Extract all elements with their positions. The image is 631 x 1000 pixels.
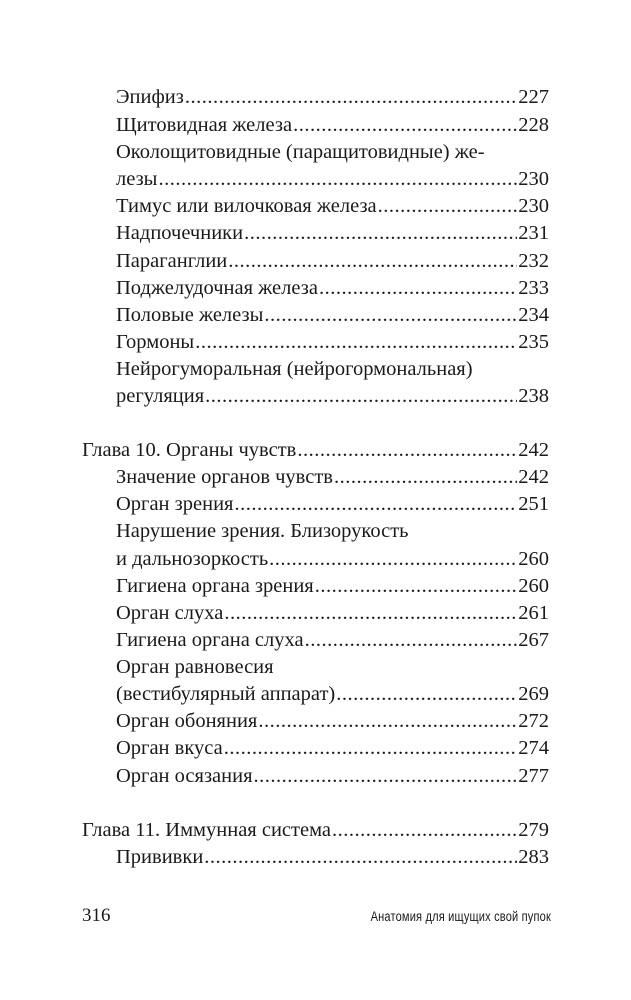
toc-entry-title: Орган вкуса <box>116 737 223 759</box>
toc-entry <box>116 467 549 488</box>
toc-leader-dots <box>204 847 517 868</box>
toc-entry-page: 234 <box>518 304 549 326</box>
toc-entry-page: 274 <box>518 737 549 759</box>
toc-entry-page: 260 <box>518 548 549 570</box>
toc-entry <box>116 386 549 407</box>
toc-entry-title: Гормоны <box>116 331 195 353</box>
page-number: 316 <box>82 905 111 926</box>
toc-entry <box>116 251 549 272</box>
toc-chapter-entry <box>82 820 549 841</box>
toc-leader-dots <box>297 440 517 461</box>
toc-entry-page: 227 <box>518 86 549 108</box>
toc-entry-page: 277 <box>518 765 549 787</box>
toc-entry-page: 230 <box>518 195 549 217</box>
toc-leader-dots <box>305 630 518 651</box>
toc-entry <box>116 359 473 380</box>
toc-entry <box>116 684 549 705</box>
toc-entry-title: Орган равновесия <box>116 656 274 678</box>
toc-entry-page: 269 <box>518 683 549 705</box>
toc-entry <box>116 657 274 678</box>
toc-leader-dots <box>158 169 517 190</box>
toc-leader-dots <box>258 711 517 732</box>
toc-entry <box>116 711 549 732</box>
toc-entry-page: 261 <box>518 602 549 624</box>
toc-entry-page: 251 <box>518 493 549 515</box>
toc-leader-dots <box>269 549 517 570</box>
toc-entry-page: 260 <box>518 575 549 597</box>
toc-leader-dots <box>315 576 518 597</box>
toc-leader-dots <box>336 684 517 705</box>
toc-entry <box>116 847 549 868</box>
toc-leader-dots <box>264 305 517 326</box>
toc-entry <box>116 142 485 163</box>
toc-entry-page: 235 <box>518 331 549 353</box>
toc-entry-title: Щитовидная железа <box>116 114 293 136</box>
toc-entry-title: Орган слуха <box>116 602 224 624</box>
toc-entry-page: 272 <box>518 710 549 732</box>
toc-entry-page: 232 <box>518 250 549 272</box>
toc-entry <box>116 766 549 787</box>
running-footer-book-title: Анатомия для ищущих свой пупок <box>370 909 551 924</box>
toc-entry <box>116 223 549 244</box>
toc-leader-dots <box>195 332 517 353</box>
toc-entry-page: 242 <box>518 439 549 461</box>
toc-entry-title: Нарушение зрения. Близорукость <box>116 520 409 542</box>
toc-entry-page: 283 <box>518 846 549 868</box>
toc-leader-dots <box>234 494 517 515</box>
toc-entry <box>116 87 549 108</box>
toc-entry-title: Тимус или вилочковая железа <box>116 195 377 217</box>
toc-leader-dots <box>228 251 517 272</box>
toc-entry-title: Поджелудочная железа <box>116 277 318 299</box>
toc-entry-title: Эпифиз <box>116 86 184 108</box>
toc-entry-title: и дальнозоркость <box>116 548 269 570</box>
toc-entry-page: 228 <box>518 114 549 136</box>
toc-entry-page: 231 <box>518 222 549 244</box>
toc-entry <box>116 630 549 651</box>
toc-entry-title: Половые железы <box>116 304 264 326</box>
toc-entry <box>116 549 549 570</box>
toc-entry <box>116 169 549 190</box>
toc-chapter-entry <box>82 440 549 461</box>
toc-entry-title: Надпочечники <box>116 222 244 244</box>
toc-entry-title: Орган осязания <box>116 765 253 787</box>
toc-entry <box>116 494 549 515</box>
toc-entry <box>116 196 549 217</box>
toc-leader-dots <box>293 115 517 136</box>
toc-entry-title: Параганглии <box>116 250 228 272</box>
toc-entry-title: регуляция <box>116 385 205 407</box>
toc-leader-dots <box>334 467 517 488</box>
toc-entry-page: 279 <box>518 819 549 841</box>
toc-entry-page: 267 <box>518 629 549 651</box>
toc-entry-title: Глава 10. Органы чувств <box>82 439 297 461</box>
toc-entry-title: Гигиена органа зрения <box>116 575 314 597</box>
toc-entry-title: Околощитовидные (паращитовидные) же- <box>116 141 485 163</box>
toc-leader-dots <box>244 223 517 244</box>
toc-entry-page: 233 <box>518 277 549 299</box>
toc-leader-dots <box>378 196 518 217</box>
toc-leader-dots <box>224 738 518 759</box>
toc-entry-page: 230 <box>518 168 549 190</box>
toc-entry <box>116 738 549 759</box>
toc-entry <box>116 332 549 353</box>
toc-leader-dots <box>254 766 518 787</box>
toc-entry-title: Нейрогуморальная (нейрогормональная) <box>116 358 473 380</box>
toc-entry-title: (вестибулярный аппарат) <box>116 683 336 705</box>
toc-entry <box>116 115 549 136</box>
toc-entry-title: Глава 11. Иммунная система <box>82 819 332 841</box>
toc-entry-title: Значение органов чувств <box>116 466 333 488</box>
toc-entry-title: лезы <box>116 168 158 190</box>
toc-leader-dots <box>319 278 517 299</box>
toc-entry-title: Прививки <box>116 846 204 868</box>
toc-entry <box>116 576 549 597</box>
toc-entry <box>116 278 549 299</box>
toc-entry-title: Орган обоняния <box>116 710 258 732</box>
toc-entry-title: Орган зрения <box>116 493 234 515</box>
toc-leader-dots <box>332 820 517 841</box>
toc-entry <box>116 305 549 326</box>
toc-entry-title: Гигиена органа слуха <box>116 629 304 651</box>
toc-leader-dots <box>185 87 517 108</box>
toc-entry-page: 238 <box>518 385 549 407</box>
toc-leader-dots <box>205 386 517 407</box>
toc-entry-page: 242 <box>518 466 549 488</box>
toc-entry <box>116 603 549 624</box>
toc-entry <box>116 521 409 542</box>
toc-leader-dots <box>224 603 517 624</box>
